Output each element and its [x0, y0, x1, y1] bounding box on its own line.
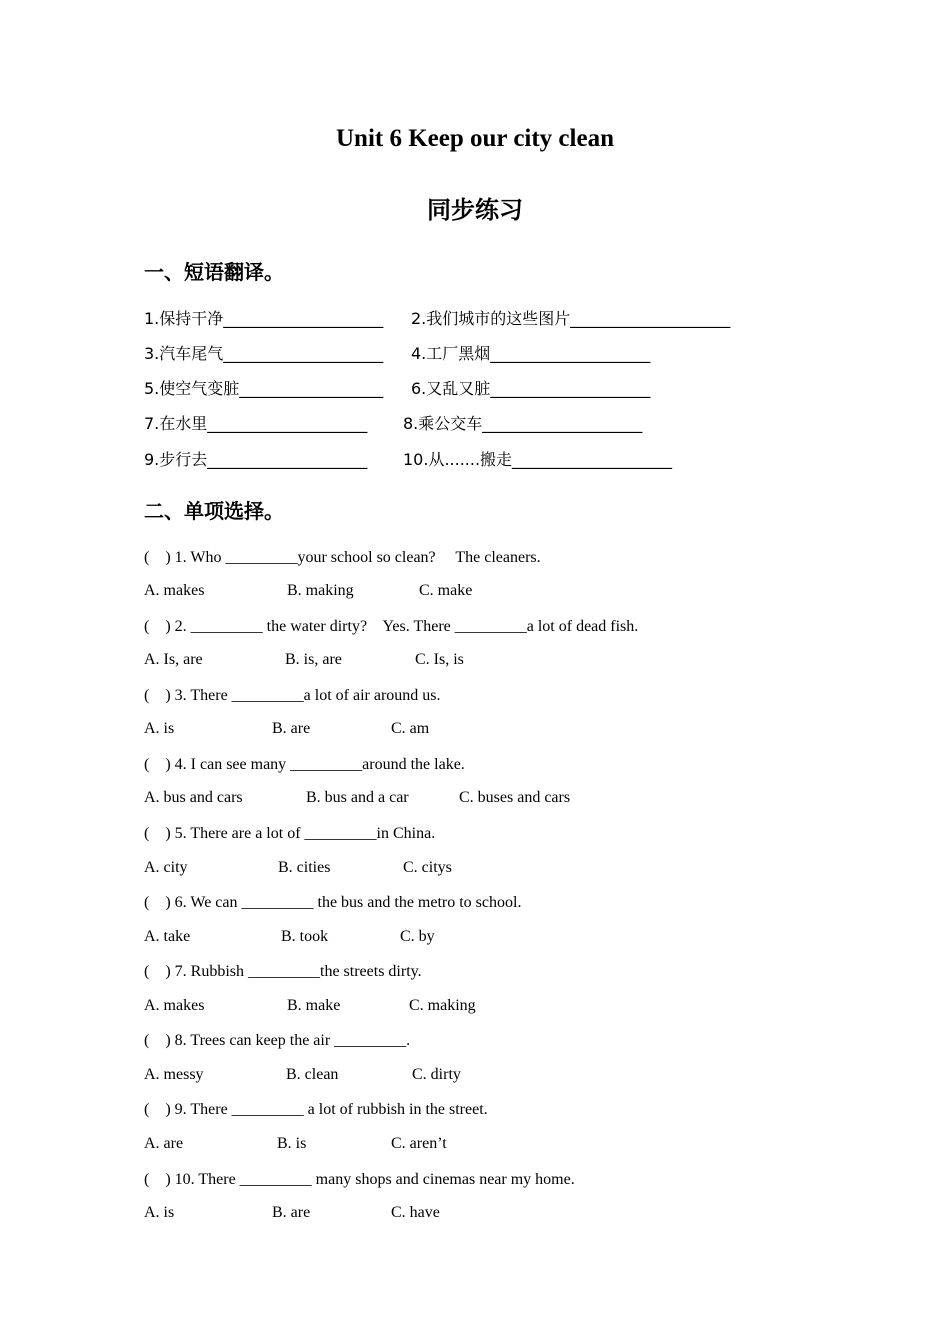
option-c: C. dirty — [412, 1066, 461, 1083]
option-c: C. Is, is — [415, 651, 464, 668]
option-b: B. took — [281, 928, 329, 945]
option-b: B. bus and a car — [306, 789, 409, 806]
question-stem: ( ) 6. We can _________ the bus and the metro to school. — [144, 894, 522, 911]
option-c: C. by — [400, 928, 435, 945]
option-c: C. citys — [403, 859, 452, 876]
option-a: A. is — [144, 1204, 175, 1221]
option-b: B. is, are — [285, 651, 342, 668]
question-stem: ( ) 5. There are a lot of _________in China. — [144, 825, 436, 842]
option-c: C. making — [409, 997, 476, 1014]
option-c: C. make — [419, 582, 473, 599]
option-b: B. are — [272, 1204, 311, 1221]
translation-item: 3.汽车尾气____________________ — [144, 344, 384, 363]
translation-item: 2.我们城市的这些图片____________________ — [411, 309, 731, 328]
option-a: A. makes — [144, 582, 205, 599]
option-a: A. bus and cars — [144, 789, 243, 806]
question-stem: ( ) 10. There _________ many shops and cinemas near my home. — [144, 1171, 575, 1188]
option-a: A. messy — [144, 1066, 204, 1083]
translation-item: 5.使空气变脏__________________ — [144, 379, 384, 398]
option-a: A. take — [144, 928, 191, 945]
section-heading-translation: 一、短语翻译。 — [144, 260, 284, 284]
option-b: B. make — [287, 997, 341, 1014]
option-b: B. cities — [278, 859, 331, 876]
option-b: B. is — [277, 1135, 307, 1152]
option-b: B. clean — [286, 1066, 339, 1083]
option-a: A. city — [144, 859, 188, 876]
question-stem: ( ) 9. There _________ a lot of rubbish in the street. — [144, 1101, 488, 1118]
option-a: A. is — [144, 720, 175, 737]
option-c: C. aren’t — [391, 1135, 447, 1152]
question-stem: ( ) 3. There _________a lot of air around us. — [144, 687, 441, 704]
translation-item: 4.工厂黑烟____________________ — [411, 344, 651, 363]
option-c: C. am — [391, 720, 430, 737]
option-c: C. buses and cars — [459, 789, 571, 806]
translation-item: 1.保持干净____________________ — [144, 309, 384, 328]
option-a: A. Is, are — [144, 651, 203, 668]
translation-item: 8.乘公交车____________________ — [403, 414, 643, 433]
option-b: B. are — [272, 720, 311, 737]
page-subtitle: 同步练习 — [427, 196, 523, 224]
option-a: A. makes — [144, 997, 205, 1014]
page-title: Unit 6 Keep our city clean — [336, 125, 614, 152]
option-c: C. have — [391, 1204, 440, 1221]
question-stem: ( ) 1. Who _________your school so clean? The cleaners. — [144, 549, 541, 566]
option-b: B. making — [287, 582, 354, 599]
question-stem: ( ) 7. Rubbish _________the streets dirty. — [144, 963, 422, 980]
section-heading-choice: 二、单项选择。 — [144, 499, 284, 523]
translation-item: 6.又乱又脏____________________ — [411, 379, 651, 398]
question-stem: ( ) 4. I can see many _________around the lake. — [144, 756, 465, 773]
option-a: A. are — [144, 1135, 184, 1152]
translation-item: 10.从.......搬走____________________ — [403, 450, 673, 469]
translation-item: 9.步行去____________________ — [144, 450, 368, 469]
question-stem: ( ) 8. Trees can keep the air _________. — [144, 1032, 411, 1049]
translation-item: 7.在水里____________________ — [144, 414, 368, 433]
question-stem: ( ) 2. _________ the water dirty? Yes. There _________a lot of dead fish. — [144, 618, 639, 635]
